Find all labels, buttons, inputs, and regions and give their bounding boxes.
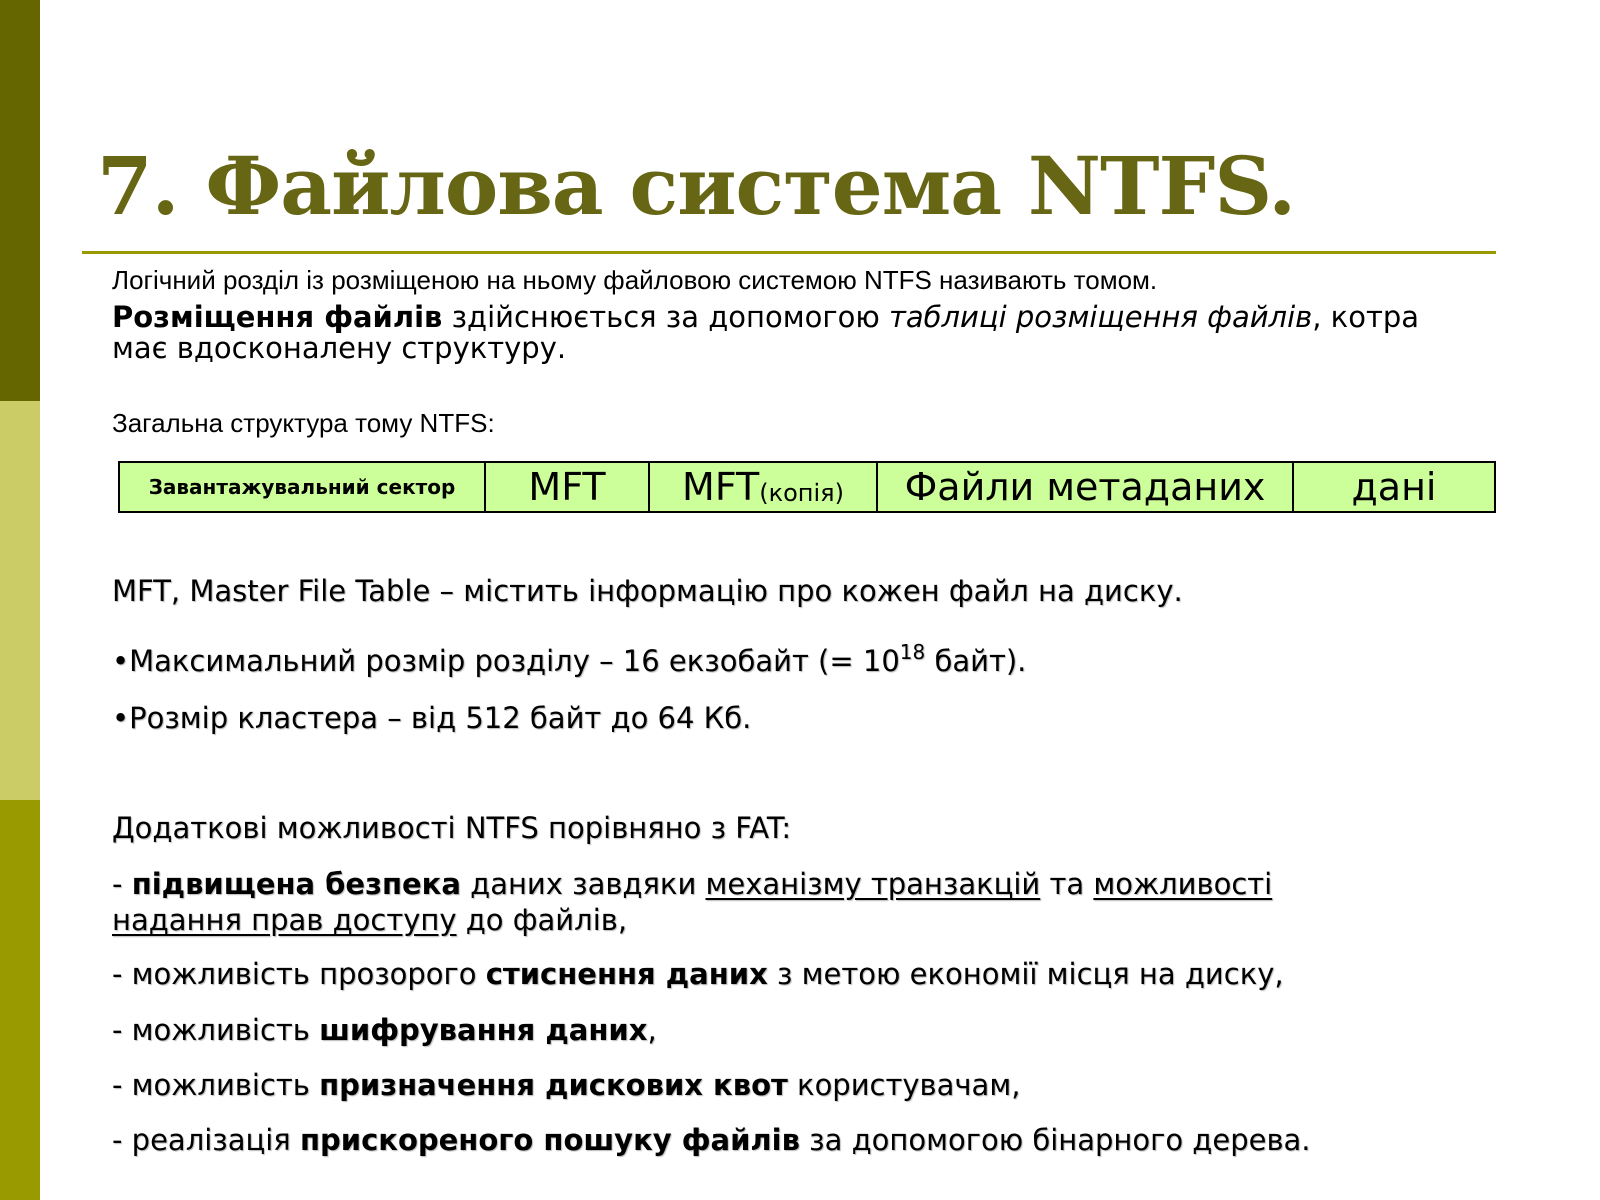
access-rights-term-part1: можливості: [1093, 867, 1273, 901]
intro-volume-definition: Логічний розділ із розміщеною на ньому файловою системою NTFS називають томом.: [112, 265, 1158, 295]
transactions-term: механізму транзакцій: [705, 867, 1041, 901]
structure-cell-metadata-files: Файли метаданих: [878, 463, 1294, 511]
max-size-unit: байт).: [925, 644, 1027, 678]
feature-search-pre: - реалізація: [112, 1123, 300, 1157]
intro-file-placement-cont: має вдосконалену структуру.: [112, 331, 567, 365]
bullet-max-partition-size: [112, 640, 1027, 678]
feature-quotas-pre: - можливість: [112, 1068, 320, 1102]
mft-copy-note: (копія): [759, 479, 844, 507]
structure-cell-mft-copy: [650, 463, 878, 511]
file-placement-text: здійснюється за допомогою: [442, 300, 889, 334]
feature-security-and: та: [1040, 867, 1094, 901]
title-divider: [82, 251, 1496, 254]
side-band-middle: [0, 401, 40, 800]
feature-security-text: даних завдяки: [460, 867, 706, 901]
feature-security-end: до файлів,: [456, 903, 628, 937]
access-rights-term-part2: надання прав доступу: [112, 903, 457, 937]
side-band-top: [0, 0, 40, 401]
feature-security-term: підвищена безпека: [131, 867, 461, 901]
feature-security-cont: [112, 905, 627, 936]
feature-compression-term: стиснення даних: [485, 957, 768, 991]
feature-encryption-post: ,: [647, 1013, 657, 1047]
feature-encryption: [112, 1015, 657, 1046]
feature-fast-search: [112, 1125, 1311, 1156]
feature-compression-pre: - можливість прозорого: [112, 957, 486, 991]
mft-definition: MFT, Master File Table – містить інформацію про кожен файл на диску.: [112, 574, 1183, 608]
mft-copy-label: MFT: [682, 465, 760, 509]
feature-search-term: прискореного пошуку файлів: [299, 1123, 800, 1157]
ntfs-volume-structure: [118, 461, 1496, 513]
feature-security-dash: -: [112, 867, 132, 901]
max-size-exponent: 18: [899, 640, 926, 664]
feature-compression: [112, 959, 1284, 990]
feature-compression-post: з метою економії місця на диску,: [767, 957, 1284, 991]
feature-search-post: за допомогою бінарного дерева.: [799, 1123, 1311, 1157]
structure-caption: Загальна структура тому NTFS:: [112, 408, 495, 438]
file-placement-term: Розміщення файлів: [112, 300, 443, 334]
max-size-text: •Максимальний розмір розділу – 16 екзобайт (= 10: [112, 644, 900, 678]
feature-security: [112, 869, 1272, 900]
structure-cell-mft: MFT: [486, 463, 650, 511]
features-heading: Додаткові можливості NTFS порівняно з FAT:: [112, 811, 792, 845]
feature-disk-quotas: [112, 1070, 1020, 1101]
feature-quotas-post: користувачам,: [787, 1068, 1021, 1102]
intro-file-placement: [112, 302, 1419, 333]
feature-encryption-pre: - можливість: [112, 1013, 320, 1047]
slide-title: 7. Файлова система NTFS.: [97, 139, 1296, 233]
file-table-term: таблиці розміщення файлів: [888, 300, 1313, 334]
structure-cell-data: дані: [1294, 463, 1494, 511]
bullet-cluster-size: •Розмір кластера – від 512 байт до 64 Кб.: [112, 701, 752, 735]
feature-quotas-term: призначення дискових квот: [319, 1068, 788, 1102]
feature-encryption-term: шифрування даних: [319, 1013, 648, 1047]
structure-cell-boot-sector: Завантажувальний сектор: [120, 463, 486, 511]
file-placement-end: , котра: [1312, 300, 1420, 334]
side-band-bottom: [0, 800, 40, 1200]
